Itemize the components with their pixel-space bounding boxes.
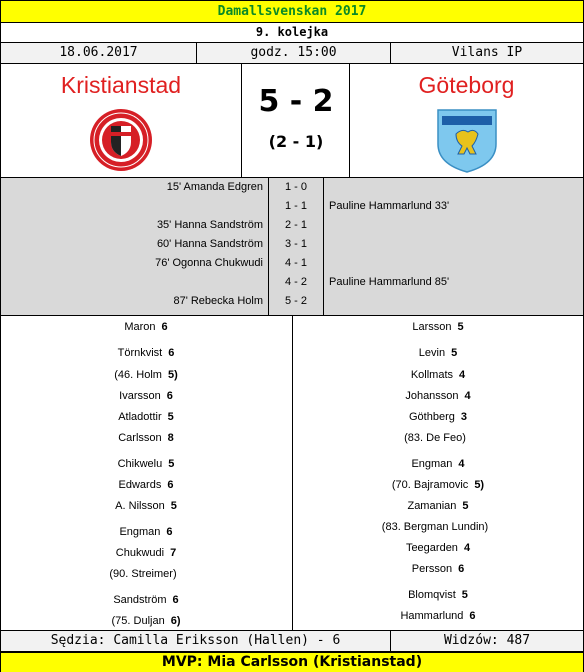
away-player: Engman 4 [411,458,465,470]
away-player: Göthberg 3 [409,411,467,423]
away-sub: (83. De Feo) [404,432,466,444]
match-info-row [1,43,583,64]
halftime-score: (2 - 1) [268,132,324,151]
goal-row [1,235,583,254]
home-player: Maron 6 [124,321,168,333]
home-player: Chukwudi 7 [115,547,177,559]
away-player: Hammarlund 6 [400,610,476,622]
round-label: 9. kolejka [1,23,583,43]
goal-row [1,273,583,292]
match-date: 18.06.2017 [59,45,138,60]
home-player: Edwards 6 [118,479,174,491]
away-sub: (70. Bajramovic 5) [391,479,485,491]
home-scorer: 60' Hanna Sandström [156,238,263,250]
away-player: Larsson 5 [412,321,464,333]
away-team-name: Göteborg [418,72,515,98]
lineups-section [1,316,583,631]
home-player: Atladottir 5 [118,411,174,423]
away-scorer: Pauline Hammarlund 85' [329,276,450,288]
goteborg-crest-icon [434,106,500,174]
home-player: Engman 6 [119,526,173,538]
attendance-info: Widzów: 487 [443,633,531,648]
home-player: A. Nilsson 5 [115,500,177,512]
running-score: 3 - 1 [284,238,307,250]
goal-row [1,216,583,235]
mvp-banner: MVP: Mia Carlsson (Kristianstad) [1,652,583,672]
away-sub: (83. Bergman Lundin) [381,521,489,533]
goal-row [1,178,583,197]
away-player: Persson 6 [411,563,465,575]
home-player: Ivarsson 6 [119,390,173,402]
home-team-name: Kristianstad [60,72,182,98]
final-score: 5 - 2 [258,84,334,119]
away-player: Zamanian 5 [407,500,469,512]
home-player: Törnkvist 6 [117,347,175,359]
home-scorer: 35' Hanna Sandström [156,219,263,231]
away-player: Kollmats 4 [410,369,466,381]
home-scorer: 76' Ogonna Chukwudi [155,257,263,269]
running-score: 2 - 1 [284,219,307,231]
home-sub: (46. Holm 5) [114,369,178,381]
home-player: Carlsson 8 [118,432,174,444]
running-score: 1 - 0 [284,181,307,193]
competition-header: Damallsvenskan 2017 [1,1,583,23]
home-scorer: 87' Rebecka Holm [173,295,263,307]
home-player: Sandström 6 [113,594,179,606]
home-player: Chikwelu 5 [117,458,175,470]
away-player: Teegarden 4 [405,542,471,554]
footer-row [1,631,583,652]
away-player: Levin 5 [418,347,458,359]
running-score: 4 - 2 [284,276,307,288]
away-player: Johansson 4 [405,390,471,402]
running-score: 1 - 1 [284,200,307,212]
goal-row [1,197,583,216]
goal-row [1,292,583,311]
home-scorer: 15' Amanda Edgren [166,181,263,193]
home-sub: (90. Streimer) [109,568,177,580]
home-sub: (75. Duljan 6) [111,615,181,627]
divider [241,64,242,177]
match-time: godz. 15:00 [250,45,337,60]
teams-row [1,64,583,178]
kristianstad-crest-icon [84,108,158,172]
divider [292,316,293,630]
referee-info: Sędzia: Camilla Eriksson (Hallen) - 6 [50,633,341,648]
away-scorer: Pauline Hammarlund 33' [329,200,450,212]
goal-row [1,254,583,273]
goals-section [1,178,583,316]
away-player: Blomqvist 5 [408,589,468,601]
running-score: 4 - 1 [284,257,307,269]
match-venue: Vilans IP [451,45,523,60]
running-score: 5 - 2 [284,295,307,307]
